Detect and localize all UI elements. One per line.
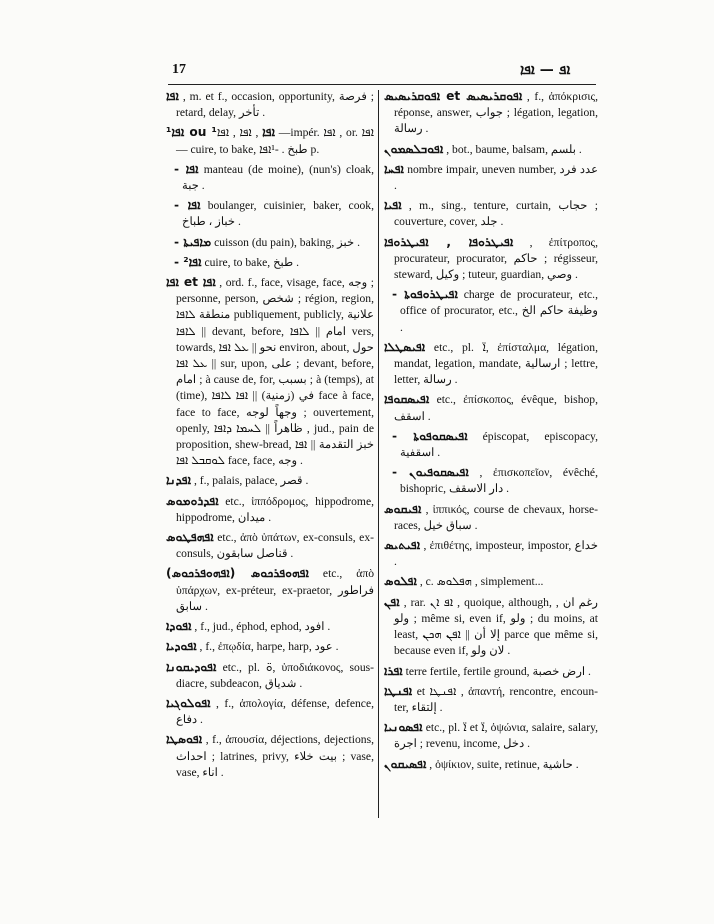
entry-definition: , f., jud., éphod, ephod, افود . bbox=[191, 620, 331, 634]
entry-headword: - ²ܐܦܐ bbox=[174, 254, 202, 269]
entry-headword: ܐܦܝܬܝܣ bbox=[384, 538, 421, 553]
running-head: ܐܦ — ܐܦܐ bbox=[520, 62, 571, 78]
dictionary-entry bbox=[384, 663, 598, 680]
page-number: 17 bbox=[172, 62, 186, 77]
entry-headword: - ܡܐܦܝܬܐ bbox=[174, 234, 212, 249]
entry-headword: ܐܦܢܛܐ bbox=[384, 683, 413, 698]
entry-headword: ܐܦܐ et ܐܦܐ bbox=[166, 275, 216, 290]
entry-definition: etc., pl. ܘ̈, ὑποδιάκονος, sous-diacre, subdeacon, شدياق . bbox=[176, 660, 374, 690]
dictionary-entry bbox=[384, 501, 598, 534]
entry-definition: , f., ἀπολογία, défense, defence, دفاع . bbox=[176, 696, 374, 727]
entry-definition: nombre impair, uneven number, عدد فرد . bbox=[394, 162, 598, 193]
entry-definition: , m. et f., occasion, opportunity, فرصة ; retard, delay, تأخر . bbox=[176, 90, 374, 120]
dictionary-entry bbox=[166, 731, 374, 781]
dictionary-entry bbox=[166, 638, 374, 655]
entry-headword: ܐܦܝܛܪܘܦܐ , ܐܦܝܛܪܘܦܐ bbox=[384, 234, 514, 249]
dictionary-entry bbox=[384, 234, 598, 284]
dictionary-entry bbox=[166, 88, 374, 121]
entry-definition: , ἐπισκοπεῖον, évêché, bishopric, دار الاسقف . bbox=[400, 466, 598, 496]
entry-headword: ܐܦܝܐ bbox=[384, 198, 402, 213]
entry-definition: charge de procurateur, etc., office of procurator, etc., وظيفة حاكم الخ . bbox=[400, 288, 598, 334]
dictionary-entry bbox=[384, 719, 598, 752]
entry-definition: etc., pl. ܐ̈, ἐπίσταλμα, légation, mandat, legation, mandate, ارسالية ; lettre, letter, رسالة . bbox=[394, 340, 599, 387]
entry-definition: , bot., baume, balsam, بلسم . bbox=[443, 142, 582, 156]
entry-definition: , ἐπίτροπος, procurateur, procurator, حاكم ; régisseur, steward, وكيل ; tuteur, guardian, وصي . bbox=[394, 235, 599, 282]
entry-definition: cuisson (du pain), baking, خبز . bbox=[211, 235, 360, 249]
entry-definition: épiscopat, episcopacy, اسقفية . bbox=[400, 429, 598, 460]
dictionary-entry bbox=[166, 472, 374, 489]
dictionary-entry bbox=[384, 464, 598, 497]
entry-headword: ܐܦܘܠܘܓܝܐ bbox=[166, 695, 211, 710]
entry-definition: , f., ἀπόκρισις, réponse, answer, جواب ; légation, legation, رسالة . bbox=[394, 90, 598, 136]
entry-headword: - ܐܦܝܛܪܘܦܘܬܐ bbox=[392, 287, 458, 302]
entry-headword: ܐܦܢ bbox=[384, 594, 400, 609]
entry-headword: ܐܦܝܩܘܣ bbox=[384, 501, 422, 516]
entry-definition: , m., sing., tenture, curtain, حجاب ; couverture, cover, جلد . bbox=[394, 199, 598, 229]
dictionary-entry bbox=[384, 594, 598, 660]
dictionary-entry bbox=[166, 493, 374, 526]
entry-definition: et ܐܦܢܛܐ , ἀπαντή, rencontre, encounter, إلتقاء . bbox=[394, 684, 598, 714]
entry-headword: - ܐܦܝܣܩܘܦܘܬܐ bbox=[392, 428, 468, 443]
dictionary-entry bbox=[166, 274, 374, 469]
entry-headword: ܐܦܕܪܘܡܘܣ bbox=[166, 493, 219, 508]
entry-headword: ܐܦܣܘܢܝܐ bbox=[384, 720, 423, 735]
dictionary-entry bbox=[166, 197, 374, 230]
dictionary-entry bbox=[384, 756, 598, 773]
dictionary-entry bbox=[384, 161, 598, 194]
entry-definition: cuire, to bake, طبخ . bbox=[201, 255, 300, 269]
entry-headword: ܐܦܘܕܝܩܘܢܐ bbox=[166, 659, 217, 674]
dictionary-entry bbox=[166, 565, 374, 615]
dictionary-entry bbox=[166, 161, 374, 194]
entry-definition: , ἐπιθέτης, imposteur, impostor, خداع . bbox=[394, 539, 598, 569]
entry-headword: - ܐܦܝܣܩܘܦܝܘܢ bbox=[392, 465, 469, 480]
entry-definition: etc., pl. ܐ̈ et ܐ̈, ὀψώνια, salaire, salary, اجرة ; revenu, income, دخل . bbox=[394, 721, 599, 751]
entry-definition: , f., ἐπῳδία, harpe, harp, عود . bbox=[196, 640, 339, 654]
entry-definition: , f., palais, palace, قصر . bbox=[191, 474, 309, 488]
dictionary-entry bbox=[384, 197, 598, 230]
dictionary-entry bbox=[166, 254, 374, 271]
entry-headword: ܐܦܝܣܩܘܦܐ bbox=[384, 392, 430, 407]
entry-headword: ܐܦܗܦܛܘܣ bbox=[166, 530, 214, 545]
entry-headword: - ܐܦܐ bbox=[174, 198, 201, 213]
dictionary-entry bbox=[166, 529, 374, 562]
dictionary-entry bbox=[384, 683, 598, 716]
entry-definition: , ord. f., face, visage, face, وجه ; personne, person, شخص ; région, region, منطقة ܠܐܦܐ publiquement, publicly, علانية || ܠܐܦܐ devant, before, امام || ܠܐܦܐ vers, towards, نحو || ܥܠ ܐܦܐ environ, about, حول || ܥܠ ܐܦܐ sur, upon, على ; devant, before, امام ; à cause de, for, بسبب ; à (temps), at (time), في (زمنية) || ܐܦܐ ܠܐܦܐ face à face, face to face, وجهاً لوجه ; ouvertement, openly, ظاهراً || ܠܚܡܐ ܕܐܦܐ , jud., pain de proposition, shew-bread, خبز التقدمة || ܐܦܐ ܠܘܩܒܠ ܐܦܐ face, face, وجه . bbox=[176, 276, 375, 468]
entry-definition: , f., ἀπουσία, déjections, dejections, احداث ; latrines, privy, بيت خلاء ; vase, vase, اناء . bbox=[176, 733, 374, 779]
entry-headword: ܐܦܘܕܐ bbox=[166, 619, 192, 634]
entry-definition: , c. ܗܦܠܘܣ , simplement... bbox=[416, 575, 544, 589]
dictionary-entry bbox=[384, 286, 598, 336]
entry-headword: ܐܦܝܣܛܠܐ bbox=[384, 339, 426, 354]
entry-definition: etc., ἐπίσκοπος, évêque, bishop, اسقف . bbox=[394, 393, 598, 423]
entry-headword: ¹ܐܦܐ ou ¹ܐܦܐ bbox=[166, 125, 276, 140]
entry-headword: ܐܦܕܢܐ bbox=[166, 473, 192, 488]
dictionary-entry bbox=[384, 339, 598, 389]
dictionary-entry bbox=[384, 391, 598, 424]
dictionary-entry bbox=[384, 141, 598, 158]
entry-definition: terre fertile, fertile ground, ارض خصبة . bbox=[402, 664, 591, 678]
entry-definition: boulanger, cuisinier, baker, cook, خباز ، طباخ . bbox=[182, 199, 374, 229]
entry-headword: ܐܦܪܐ bbox=[384, 663, 403, 678]
entry-definition: , ὀψίκιον, suite, retinue, حاشية . bbox=[426, 757, 579, 771]
dictionary-entry bbox=[384, 573, 598, 590]
entry-headword: ܐܦܚܐ bbox=[384, 161, 404, 176]
entry-definition: etc., ἀπὸ ὑπάτων, ex-consuls, ex-consuls, قناصل سابقون . bbox=[176, 531, 374, 561]
entry-headword: ܐܦܘܣܛܐ bbox=[166, 732, 203, 747]
column-divider bbox=[378, 90, 379, 818]
entry-definition: etc., ἀπὸ ὑπάρχων, ex-préteur, ex-praetor, فراطور سابق . bbox=[176, 567, 374, 613]
entry-definition: manteau (de moine), (nun's) cloak, جبة . bbox=[182, 162, 374, 193]
entry-headword: ܐܦܣܝܩܘܢ bbox=[384, 756, 427, 771]
dictionary-entry bbox=[166, 124, 374, 157]
dictionary-entry bbox=[166, 659, 374, 692]
entry-definition: , rar. ܐܦ ܐܢ , quoique, although, رغم ان , ولو ; même si, even if, ولو ; du moins, at least, إلا أن || ܐܦܢ ܗܟܢ parce que même si, because even if, لان ولو . bbox=[394, 595, 599, 658]
entry-headword: ܐܦܠܘܣ bbox=[384, 574, 417, 589]
entry-headword: (ܐܦܗܘܦܪܟܘܣ) ܐܦܗܘܦܪܟܘܣ bbox=[166, 566, 309, 581]
dictionary-entry bbox=[166, 618, 374, 635]
entry-headword: ܐܦܘܩܪܝܣܝܣ et ܐܦܘܩܪܝܣܝܣ bbox=[384, 89, 523, 103]
right-column bbox=[384, 88, 598, 776]
entry-definition: , ܐܦܐ , ܐܦܐ —impér. ܐܦܐ , or. ܐܦܐ — cuire, to bake, طبخ . -¹ܐܦܐ p. bbox=[176, 126, 374, 156]
dictionary-entry bbox=[384, 428, 598, 461]
entry-definition: , ἱππικός, course de chevaux, horse-races, سباق خيل . bbox=[394, 502, 598, 532]
dictionary-entry bbox=[384, 537, 598, 570]
entry-headword: ܐܦܘܒܠܣܡܘܢ bbox=[384, 141, 444, 156]
header-rule bbox=[168, 84, 596, 85]
entry-definition: etc., ἱππόδρομος, hippodrome, hippodrome, ميدان . bbox=[176, 494, 374, 524]
dictionary-entry bbox=[384, 88, 598, 138]
dictionary-entry bbox=[166, 234, 374, 251]
entry-headword: ܐܦܐ bbox=[166, 89, 179, 103]
entry-headword: - ܐܦܐ bbox=[174, 161, 199, 176]
dictionary-entry bbox=[166, 695, 374, 728]
entry-headword: ܐܦܘܕܝܐ bbox=[166, 639, 197, 654]
left-column bbox=[166, 88, 374, 784]
